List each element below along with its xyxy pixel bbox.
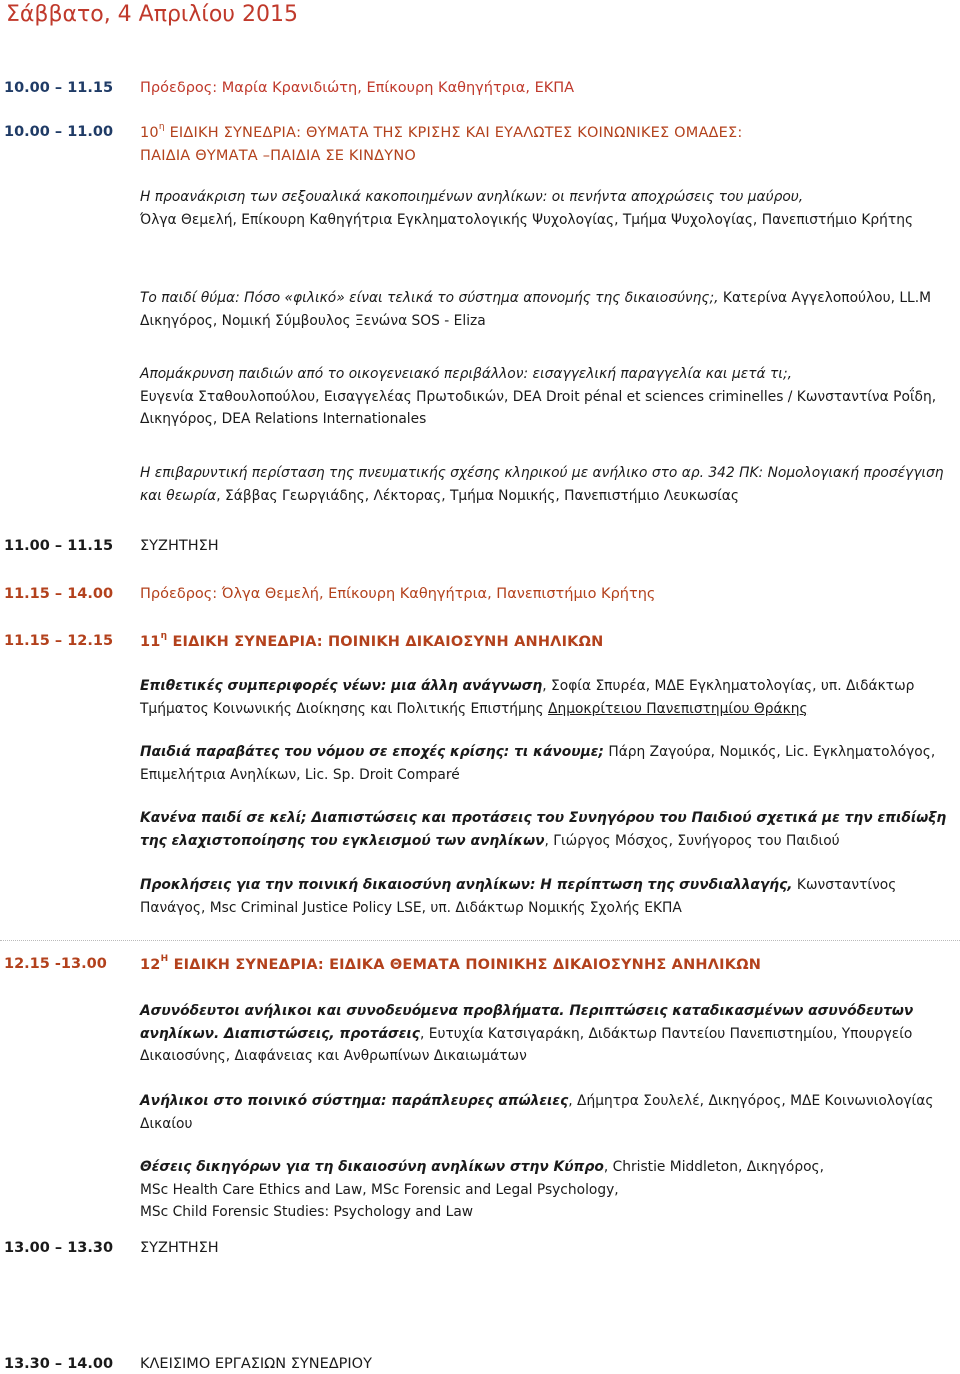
session-ordinal: η [160,631,168,641]
talk-item [140,363,956,431]
talk-item [140,741,956,786]
talk-speaker: Πάρη Ζαγούρα, Νομικός, Lic. Εγκληματολόγος, Επιμελήτρια Ανηλίκων, Lic. Sp. Droit Comparé [140,744,936,783]
session-chair: Πρόεδρος: Όλγα Θεμελή, Επίκουρη Καθηγήτρια, Πανεπιστήμιο Κρήτης [140,586,656,602]
discussion-time: 11.00 – 11.15 [4,538,114,554]
talk-title: Παιδιά παραβάτες του νόμου σε εποχές κρίσης: τι κάνουμε; [140,744,604,760]
session-heading-text: ΕΙΔΙΚΗ ΣΥΝΕΔΡΙΑ: ΠΟΙΝΙΚΗ ΔΙΚΑΙΟΣΥΝΗ ΑΝΗΛΙΚΩΝ [167,633,604,650]
talk-speaker: , Christie Middleton, Δικηγόρος, [603,1159,824,1175]
talk-title: Κανένα παιδί σε κελί; Διαπιστώσεις και προτάσεις του Συνηγόρου του Παιδιού σχετικά με την επιδίωξη της ελαχιστοποίησης του εγκλεισμού των ανηλίκων [140,810,947,849]
session-time: 10.00 – 11.00 [4,124,114,140]
talk-title: Προκλήσεις για την ποινική δικαιοσύνη ανηλίκων: Η περίπτωση της συνδιαλλαγής, [140,877,793,893]
talk-speaker: , Σάββας Γεωργιάδης, Λέκτορας, Τμήμα Νομικής, Πανεπιστήμιο Λευκωσίας [216,487,739,504]
talk-title: Η προανάκριση των σεξουαλικά κακοποιημένων ανηλίκων: οι πενήντα αποχρώσεις του μαύρου, [140,189,804,205]
closing-label: ΚΛΕΙΣΙΜΟ ΕΡΓΑΣΙΩΝ ΣΥΝΕΔΡΙΟΥ [140,1356,372,1372]
session-ordinal: Η [160,954,169,964]
session-time: 12.15 -13.00 [4,956,107,972]
talk-title: Ασυνόδευτοι ανήλικοι και συνοδευόμενα προβλήματα. Περιπτώσεις καταδικασμένων ασυνόδευτων ανηλίκων. Διαπιστώσεις, προτάσεις [140,1003,914,1042]
talk-item [140,874,956,919]
talk-title: Απομάκρυνση παιδιών από το οικογενειακό περιβάλλον: εισαγγελική παραγγελία και μετά τι;, [140,366,793,382]
session-heading-line2: ΠΑΙΔΙΑ ΘΥΜΑΤΑ –ΠΑΙΔΙΑ ΣΕ ΚΙΝΔΥΝΟ [140,148,416,164]
talk-speaker: , Σοφία Σπυρέα, ΜΔΕ Εγκληματολογίας, υπ. Διδάκτωρ Τμήματος Κοινωνικής Διοίκησης και Πολιτικής Επιστήμης [140,678,915,717]
talk-title: Ανήλικοι στο ποινικό σύστημα: παράπλευρες απώλειες [140,1093,569,1109]
talk-speaker: , Ευτυχία Κατσιγαράκη, Διδάκτωρ Παντείου Πανεπιστημίου, Υπουργείο Δικαιοσύνης, Διαφάνειας και Ανθρωπίνων Δικαιωμάτων [140,1025,913,1064]
session-heading [140,124,743,141]
talk-speaker: Κατερίνα Αγγελοπούλου, LL.M Δικηγόρος, Νομική Σύμβουλος Ξενώνα SOS - Eliza [140,290,932,329]
session-number: 11 [140,633,161,650]
session-number: 12 [140,956,161,973]
talk-item [140,1000,956,1068]
discussion-label: ΣΥΖΗΤΗΣΗ [140,1240,219,1256]
page-title: Σάββατο, 4 Απριλίου 2015 [6,2,299,27]
talk-item [140,287,956,332]
session-time: 11.15 – 12.15 [4,633,114,649]
chair-time: 11.15 – 14.00 [4,586,114,602]
talk-speaker: Όλγα Θεμελή, Επίκουρη Καθηγήτρια Εγκληματολογικής Ψυχολογίας, Τμήμα Ψυχολογίας, Πανεπιστήμιο Κρήτης [140,211,914,228]
discussion-label: ΣΥΖΗΤΗΣΗ [140,538,219,554]
talk-item [140,675,956,720]
session-ordinal: η [158,122,165,132]
session-heading-line1: ΕΙΔΙΚΗ ΣΥΝΕΔΡΙΑ: ΘΥΜΑΤΑ ΤΗΣ ΚΡΙΣΗΣ ΚΑΙ ΕΥΑΛΩΤΕΣ ΚΟΙΝΩΝΙΚΕΣ ΟΜΑΔΕΣ: [164,124,743,141]
talk-title: Το παιδί θύμα: Πόσο «φιλικό» είναι τελικά το σύστημα απονομής της δικαιοσύνης;, [140,290,719,306]
talk-speaker: Ευγενία Σταθουλοπούλου, Εισαγγελέας Πρωτοδικών, DEA Droit pénal et sciences criminelles / Κωνσταντίνα Ροΐδη, Δικηγόρος, DEA Relations Internationales [140,388,937,427]
session-heading [140,956,761,973]
talk-title: Επιθετικές συμπεριφορές νέων: μια άλλη ανάγνωση [140,678,543,694]
talk-affiliation: Δημοκρίτειου Πανεπιστημίου Θράκης [548,700,808,717]
session-chair: Πρόεδρος: Μαρία Κρανιδιώτη, Επίκουρη Καθηγήτρια, ΕΚΠΑ [140,80,575,96]
talk-speaker: Κωνσταντίνος Πανάγος, Msc Criminal Justice Policy LSE, υπ. Διδάκτωρ Νομικής Σχολής ΕΚΠΑ [140,877,897,916]
closing-time: 13.30 – 14.00 [4,1356,114,1372]
session-number: 10 [140,124,159,141]
talk-item [140,807,956,852]
talk-title: Η επιβαρυντική περίσταση της πνευματικής σχέσης κληρικού με ανήλικο στο αρ. 342 ΠΚ: Νομολογιακή προσέγγιση και θεωρία [140,465,944,504]
talk-item [140,1090,956,1135]
divider [0,940,960,941]
talk-item [140,462,956,507]
talk-speaker: , Γιώργος Μόσχος, Συνήγορος του Παιδιού [544,832,840,849]
discussion-time: 13.00 – 13.30 [4,1240,114,1256]
session-heading [140,633,603,650]
talk-title: Θέσεις δικηγόρων για τη δικαιοσύνη ανηλίκων στην Κύπρο [140,1159,604,1175]
talk-item [140,1156,956,1224]
session-heading-text: ΕΙΔΙΚΗ ΣΥΝΕΔΡΙΑ: ΕΙΔΙΚΑ ΘΕΜΑΤΑ ΠΟΙΝΙΚΗΣ ΔΙΚΑΙΟΣΥΝΗΣ ΑΝΗΛΙΚΩΝ [168,956,762,973]
talk-speaker-line3: MSc Child Forensic Studies: Psychology and Law [140,1204,474,1220]
talk-speaker-line2: MSc Health Care Ethics and Law, MSc Forensic and Legal Psychology, [140,1181,619,1198]
talk-speaker: , Δήμητρα Σουλελέ, Δικηγόρος, ΜΔΕ Κοινωνιολογίας Δικαίου [140,1093,934,1132]
chair-time: 10.00 – 11.15 [4,80,114,96]
talk-item [140,186,956,231]
